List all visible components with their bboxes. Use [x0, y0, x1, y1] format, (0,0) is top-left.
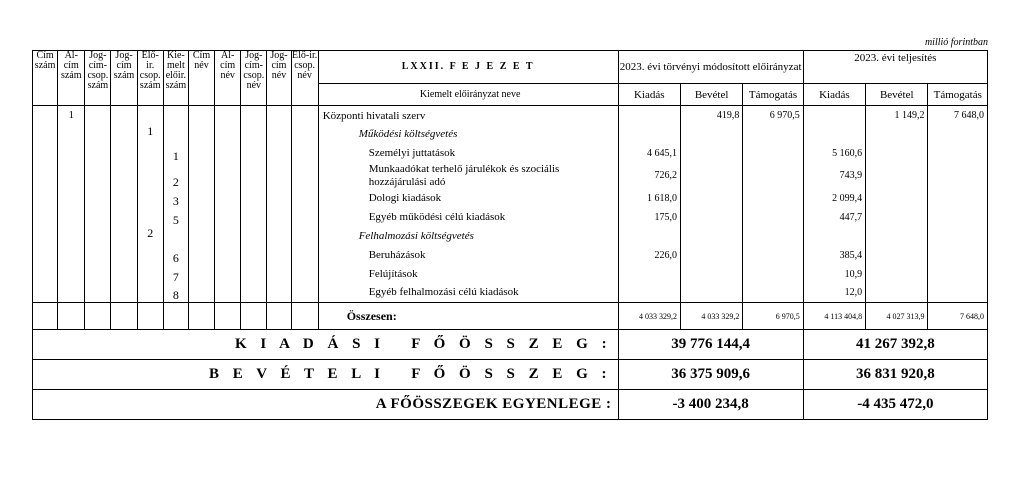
cell-kiemelt-szam [163, 125, 188, 144]
cell-eloir-szam [137, 189, 163, 208]
cell-be2 [866, 189, 928, 208]
cell-item-name: Munkaadókat terhelő járulékok és szociális hozzájárulási adó [318, 163, 618, 189]
cell-cim-szam [33, 106, 58, 125]
cell-empty [241, 144, 267, 163]
table-row [33, 265, 988, 284]
table-row [33, 208, 988, 227]
cell-ki2: 385,4 [803, 246, 865, 265]
cell-empty [215, 125, 241, 144]
cell-empty [267, 246, 291, 265]
cell-jogcim-szam [111, 125, 137, 144]
cell-kiemelt-szam [163, 227, 188, 246]
cell-empty [241, 284, 267, 303]
cell-empty [241, 227, 267, 246]
cell-empty [215, 284, 241, 303]
cell-item-name: Személyi juttatások [318, 144, 618, 163]
cell-ki1 [618, 227, 680, 246]
cell-cim-szam [33, 227, 58, 246]
cell-ki1: 4 645,1 [618, 144, 680, 163]
hdr-alcim-szam: Al-cím szám [58, 51, 85, 106]
table-row [33, 125, 988, 144]
cell-jogcimcsop-szam [85, 265, 111, 284]
cell-kiemelt-szam: 5 [163, 208, 188, 227]
cell-be2: 1 149,2 [866, 106, 928, 125]
summary-egyenleg-label: A FŐÖSSZEGEK EGYENLEGE : [33, 390, 619, 420]
cell-ta2 [928, 265, 988, 284]
cell-empty [291, 227, 318, 246]
cell-ki2: 2 099,4 [803, 189, 865, 208]
cell-empty [291, 208, 318, 227]
cell-jogcimcsop-szam [85, 246, 111, 265]
cell-ta2 [928, 125, 988, 144]
cell-empty [291, 163, 318, 189]
hdr-kiadas-2: Kiadás [803, 84, 865, 106]
cell-kiemelt-szam: 8 [163, 284, 188, 303]
cell-ki1: 1 618,0 [618, 189, 680, 208]
cell-ki2 [803, 227, 865, 246]
cell-cim-szam [33, 246, 58, 265]
cell-jogcimcsop-szam [85, 189, 111, 208]
cell-empty [188, 144, 214, 163]
cell-empty [215, 163, 241, 189]
cell-kiemelt-szam: 6 [163, 246, 188, 265]
hdr-jogcimcsop-nev: Jog-cím-csop. név [241, 51, 267, 106]
cell-alcim-szam [58, 227, 85, 246]
cell-alcim-szam [58, 246, 85, 265]
cell-be1 [680, 227, 742, 246]
cell-empty [241, 208, 267, 227]
cell-cim-szam [33, 208, 58, 227]
cell-ta2 [928, 144, 988, 163]
cell-empty [188, 246, 214, 265]
cell-jogcim-szam [111, 144, 137, 163]
cell-be1 [680, 144, 742, 163]
cell-ki1: 175,0 [618, 208, 680, 227]
cell-empty [267, 106, 291, 125]
hdr-cim-szam: Cím szám [33, 51, 58, 106]
cell-empty [267, 163, 291, 189]
cell-be2 [866, 227, 928, 246]
cell-item-name: Működési költségvetés [318, 125, 618, 144]
cell-empty [241, 189, 267, 208]
cell-empty [291, 265, 318, 284]
cell-be2 [866, 163, 928, 189]
cell-cim-szam [33, 265, 58, 284]
cell-alcim-szam [58, 189, 85, 208]
cell-alcim-szam [58, 144, 85, 163]
cell-ta1 [743, 265, 803, 284]
cell-empty [241, 246, 267, 265]
cell-empty [188, 163, 214, 189]
summary-beveteli-1: 36 375 909,6 [618, 360, 803, 390]
hdr-jogcim-nev: Jog-cím név [267, 51, 291, 106]
cell-empty [291, 246, 318, 265]
summary-kiadasi-2: 41 267 392,8 [803, 330, 987, 360]
cell-be2 [866, 246, 928, 265]
cell-jogcim-szam [111, 208, 137, 227]
cell-alcim-szam [58, 284, 85, 303]
cell-empty [188, 265, 214, 284]
cell-ki1: 226,0 [618, 246, 680, 265]
cell-ta2 [928, 208, 988, 227]
cell-jogcim-szam [111, 246, 137, 265]
cell-item-name: Felújítások [318, 265, 618, 284]
cell-be2 [866, 265, 928, 284]
summary-kiadasi-label: K I A D Á S I F Ő Ö S S Z E G : [33, 330, 619, 360]
cell-be1 [680, 163, 742, 189]
cell-empty [267, 189, 291, 208]
cell-empty [241, 265, 267, 284]
cell-be1 [680, 189, 742, 208]
cell-cim-szam [33, 189, 58, 208]
cell-kiemelt-szam: 1 [163, 144, 188, 163]
cell-jogcim-szam [111, 284, 137, 303]
cell-ki2: 12,0 [803, 284, 865, 303]
cell-ta1 [743, 144, 803, 163]
table-row [33, 106, 988, 125]
cell-ta2: 7 648,0 [928, 106, 988, 125]
cell-cim-szam [33, 125, 58, 144]
hdr-bevetel-2: Bevétel [866, 84, 928, 106]
hdr-kiemelt-szam: Kie-melt előir. szám [163, 51, 188, 106]
cell-jogcimcsop-szam [85, 284, 111, 303]
table-row [33, 144, 988, 163]
total-label: Összesen: [318, 303, 618, 330]
cell-ta1 [743, 246, 803, 265]
cell-eloir-szam [137, 246, 163, 265]
cell-kiemelt-szam: 3 [163, 189, 188, 208]
cell-ta1: 6 970,5 [743, 106, 803, 125]
cell-ta2 [928, 227, 988, 246]
cell-empty [215, 208, 241, 227]
cell-ta1 [743, 163, 803, 189]
cell-eloir-szam [137, 163, 163, 189]
cell-be2 [866, 144, 928, 163]
cell-jogcim-szam [111, 106, 137, 125]
hdr-bevetel-1: Bevétel [680, 84, 742, 106]
cell-alcim-szam [58, 125, 85, 144]
cell-alcim-szam [58, 163, 85, 189]
cell-empty [267, 144, 291, 163]
cell-empty [188, 227, 214, 246]
cell-be1: 419,8 [680, 106, 742, 125]
cell-cim-szam [33, 163, 58, 189]
cell-ta1 [743, 227, 803, 246]
cell-eloir-szam [137, 284, 163, 303]
cell-be2 [866, 125, 928, 144]
hdr-alcim-nev: Al-cím név [215, 51, 241, 106]
cell-ta2 [928, 284, 988, 303]
cell-ki1 [618, 265, 680, 284]
cell-empty [215, 106, 241, 125]
cell-be1 [680, 125, 742, 144]
cell-empty [188, 125, 214, 144]
summary-beveteli-2: 36 831 920,8 [803, 360, 987, 390]
hdr-tamogatas-2: Támogatás [928, 84, 988, 106]
cell-eloir-szam [137, 208, 163, 227]
cell-ta1 [743, 189, 803, 208]
cell-jogcimcsop-szam [85, 106, 111, 125]
cell-ki2: 743,9 [803, 163, 865, 189]
cell-jogcim-szam [111, 227, 137, 246]
cell-empty [267, 208, 291, 227]
table-row [33, 189, 988, 208]
cell-empty [291, 284, 318, 303]
cell-ki1: 726,2 [618, 163, 680, 189]
cell-ki1 [618, 284, 680, 303]
cell-ta2 [928, 163, 988, 189]
cell-ki2: 10,9 [803, 265, 865, 284]
cell-be1 [680, 265, 742, 284]
cell-eloir-szam [137, 106, 163, 125]
hdr-jogcim-szam: Jog-cím szám [111, 51, 137, 106]
cell-alcim-szam [58, 208, 85, 227]
cell-empty [267, 125, 291, 144]
cell-alcim-szam [58, 265, 85, 284]
cell-ki1 [618, 125, 680, 144]
cell-alcim-szam: 1 [58, 106, 85, 125]
cell-be1 [680, 284, 742, 303]
cell-item-name: Beruházások [318, 246, 618, 265]
cell-jogcimcsop-szam [85, 227, 111, 246]
cell-item-name: Felhalmozási költségvetés [318, 227, 618, 246]
cell-kiemelt-szam: 2 [163, 163, 188, 189]
unit-note: millió forintban [924, 37, 988, 48]
cell-jogcim-szam [111, 163, 137, 189]
table-row [33, 284, 988, 303]
hdr-cim-nev: Cím név [188, 51, 214, 106]
cell-ta2 [928, 246, 988, 265]
total-tamogatas-2: 7 648,0 [928, 303, 988, 330]
budget-table [32, 50, 988, 420]
cell-item-name: Egyéb felhalmozási célú kiadások [318, 284, 618, 303]
cell-jogcim-szam [111, 189, 137, 208]
cell-empty [188, 106, 214, 125]
cell-empty [188, 208, 214, 227]
cell-ta1 [743, 125, 803, 144]
cell-jogcimcsop-szam [85, 208, 111, 227]
hdr-group-modositott: 2023. évi törvényi módosított előirányzat [618, 51, 803, 84]
cell-empty [267, 284, 291, 303]
cell-be1 [680, 246, 742, 265]
cell-be1 [680, 208, 742, 227]
cell-empty [267, 265, 291, 284]
summary-egyenleg-2: -4 435 472,0 [803, 390, 987, 420]
cell-be2 [866, 284, 928, 303]
cell-be2 [866, 208, 928, 227]
cell-cim-szam [33, 284, 58, 303]
cell-jogcimcsop-szam [85, 144, 111, 163]
cell-kiemelt-szam [163, 106, 188, 125]
cell-jogcimcsop-szam [85, 125, 111, 144]
cell-ki2 [803, 106, 865, 125]
hdr-tamogatas-1: Támogatás [743, 84, 803, 106]
summary-kiadasi-1: 39 776 144,4 [618, 330, 803, 360]
cell-ki1 [618, 106, 680, 125]
cell-item-name: Dologi kiadások [318, 189, 618, 208]
cell-empty [241, 125, 267, 144]
cell-item-name: Központi hivatali szerv [318, 106, 618, 125]
cell-eloir-szam [137, 265, 163, 284]
cell-jogcim-szam [111, 265, 137, 284]
cell-empty [241, 163, 267, 189]
cell-empty [215, 246, 241, 265]
total-tamogatas-1: 6 970,5 [743, 303, 803, 330]
total-kiadas-2: 4 113 404,8 [803, 303, 865, 330]
hdr-kiemelt-nev: Kiemelt előirányzat neve [318, 84, 618, 106]
hdr-kiadas-1: Kiadás [618, 84, 680, 106]
hdr-jogcimcsop-szam: Jog-cím-csop. szám [85, 51, 111, 106]
cell-ki2 [803, 125, 865, 144]
hdr-group-teljesites: 2023. évi teljesítés [803, 51, 987, 84]
cell-empty [188, 284, 214, 303]
hdr-eloir-csop-szam: Elő-ir. csop. szám [137, 51, 163, 106]
cell-ta1 [743, 284, 803, 303]
cell-empty [215, 189, 241, 208]
total-kiadas-1: 4 033 329,2 [618, 303, 680, 330]
cell-ki2: 5 160,6 [803, 144, 865, 163]
cell-empty [291, 189, 318, 208]
cell-empty [215, 144, 241, 163]
summary-beveteli-label: B E V É T E L I F Ő Ö S S Z E G : [33, 360, 619, 390]
cell-kiemelt-szam: 7 [163, 265, 188, 284]
cell-ki2: 447,7 [803, 208, 865, 227]
cell-empty [215, 265, 241, 284]
cell-empty [291, 106, 318, 125]
cell-cim-szam [33, 144, 58, 163]
total-bevetel-2: 4 027 313,9 [866, 303, 928, 330]
cell-empty [215, 227, 241, 246]
cell-ta1 [743, 208, 803, 227]
cell-jogcimcsop-szam [85, 163, 111, 189]
cell-empty [267, 227, 291, 246]
cell-item-name: Egyéb működési célú kiadások [318, 208, 618, 227]
cell-ta2 [928, 189, 988, 208]
table-row [33, 246, 988, 265]
cell-empty [241, 106, 267, 125]
table-row [33, 163, 988, 189]
chapter-title: LXXII. F E J E Z E T [318, 51, 618, 84]
total-bevetel-1: 4 033 329,2 [680, 303, 742, 330]
hdr-eloir-csop-nev: Elő-ir. csop. név [291, 51, 318, 106]
table-row [33, 227, 988, 246]
cell-eloir-szam [137, 144, 163, 163]
cell-empty [188, 189, 214, 208]
cell-eloir-szam: 2 [137, 227, 163, 246]
cell-empty [291, 144, 318, 163]
cell-empty [291, 125, 318, 144]
summary-egyenleg-1: -3 400 234,8 [618, 390, 803, 420]
cell-eloir-szam: 1 [137, 125, 163, 144]
